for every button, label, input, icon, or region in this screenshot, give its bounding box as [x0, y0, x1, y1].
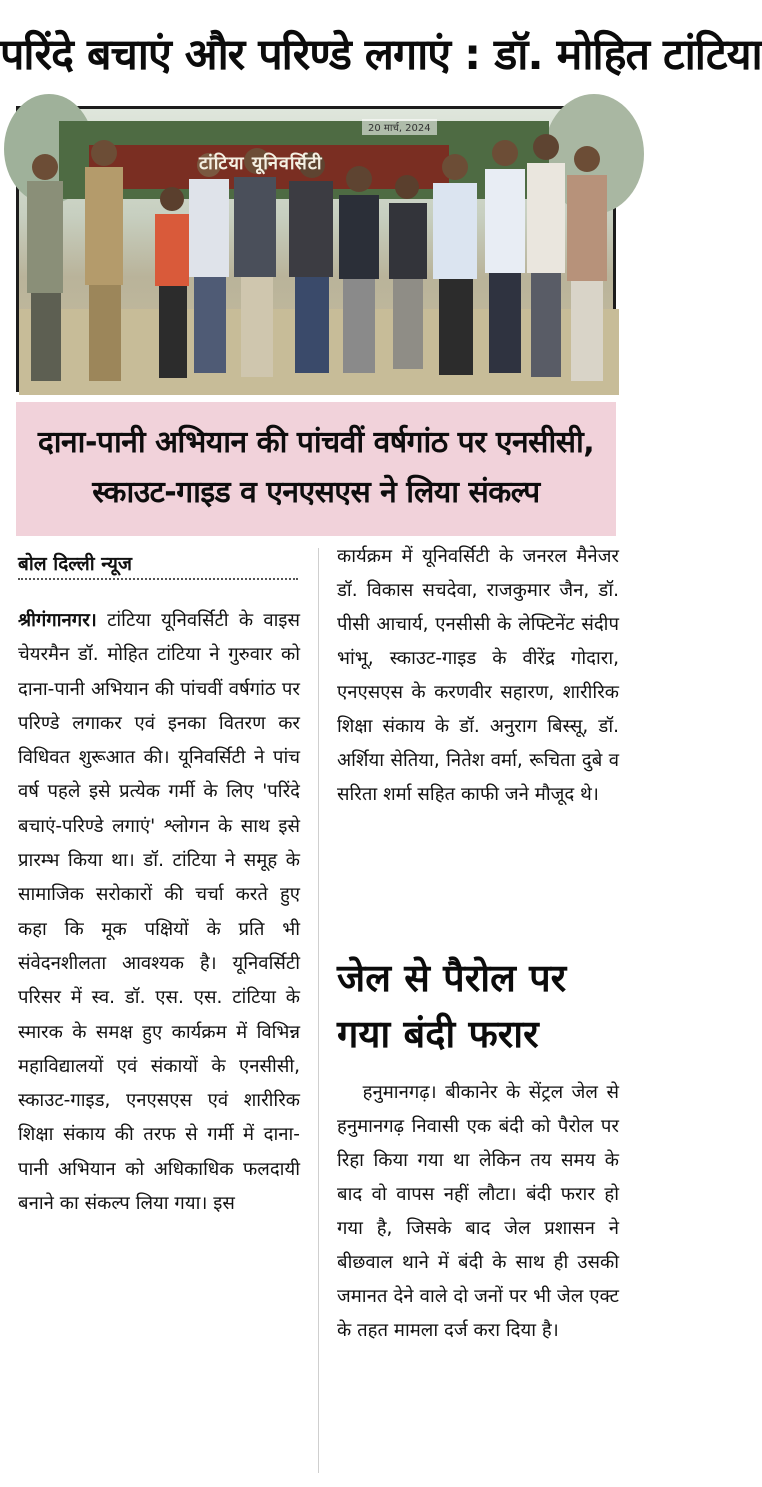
subheadline-line-1: दाना-पानी अभियान की पांचवीं वर्षगांठ पर एनसीसी,: [37, 425, 595, 460]
byline: बोल दिल्ली न्यूज: [18, 550, 298, 580]
story-2-body-column: [337, 1076, 619, 1348]
story-2-headline-line-1: जेल से पैरोल पर: [337, 956, 567, 1000]
news-photo: [16, 106, 616, 392]
column-divider: [318, 548, 319, 1473]
subheadline-line-2: स्काउट-गाइड व एनएसएस ने लिया संकल्प: [92, 475, 540, 510]
story-2-dateline: हनुमानगढ़।: [362, 1082, 437, 1103]
main-headline: परिंदे बचाएं और परिण्डे लगाएं : डॉ. मोहित टांटिया: [0, 30, 762, 80]
story-1-body-right: कार्यक्रम में यूनिवर्सिटी के जनरल मैनेजर डॉ. विकास सचदेवा, राजकुमार जैन, डॉ. पीसी आचार्य, एनसीसी के लेफ्टिनेंट संदीप भांभू, स्काउट-गाइड के वीरेंद्र गोदारा, एनएसएस के करणवीर सहारण, शारीरिक शिक्षा संकाय के डॉ. अनुराग बिस्सू, डॉ. अर्शिया सेतिया, नितेश वर्मा, रूचिता दुबे व सरिता शर्मा सहित काफी जने मौजूद थे।: [337, 546, 619, 805]
story-2-body: बीकानेर के सेंट्रल जेल से हनुमानगढ़ निवासी एक बंदी को पैरोल पर रिहा किया गया था लेकिन तय समय के बाद वो वापस नहीं लौटा। बंदी फरार हो गया है, जिसके बाद जेल प्रशासन ने बीछवाल थाने में बंदी के साथ ही उसकी जमानत देने वाले दो जनों पर भी जेल एक्ट के तहत मामला दर्ज करा दिया है।: [337, 1082, 619, 1341]
story-1-right-column: [337, 540, 619, 812]
story-2-headline: [337, 950, 627, 1062]
story-2-headline-line-2: गया बंदी फरार: [337, 1012, 539, 1056]
photo-banner-text: टांटिया यूनिवर्सिटी: [199, 153, 323, 174]
subheadline-box: [16, 402, 616, 536]
story-1-body-left: टांटिया यूनिवर्सिटी के वाइस चेयरमैन डॉ. मोहित टांटिया ने गुरुवार को दाना-पानी अभियान की पांचवीं वर्षगांठ पर परिण्डे लगाकर एवं इनका वितरण कर विधिवत शुरूआत की। यूनिवर्सिटी ने पांच वर्ष पहले इसे प्रत्येक गर्मी के लिए 'परिंदे बचाएं-परिण्डे लगाएं' श्लोगन के साथ इसे प्रारम्भ किया था। डॉ. टांटिया ने समूह के सामाजिक सरोकारों की चर्चा करते हुए कहा कि मूक पक्षियों के प्रति भी संवेदनशीलता आवश्यक है। यूनिवर्सिटी परिसर में स्व. डॉ. एस. एस. टांटिया के स्मारक के समक्ष हुए कार्यक्रम में विभिन्न महाविद्यालयों एवं संकायों के एनसीसी, स्काउट-गाइड, एनएसएस एवं शारीरिक शिक्षा संकाय की तरफ से गर्मी में दाना-पानी अभियान को अधिकाधिक फलदायी बनाने का संकल्प लिया गया। इस: [18, 610, 300, 1215]
story-1-left-column: [18, 604, 300, 1221]
story-1-dateline: श्रीगंगानगर।: [18, 610, 97, 631]
photo-date-stamp: 20 मार्च, 2024: [362, 119, 437, 135]
